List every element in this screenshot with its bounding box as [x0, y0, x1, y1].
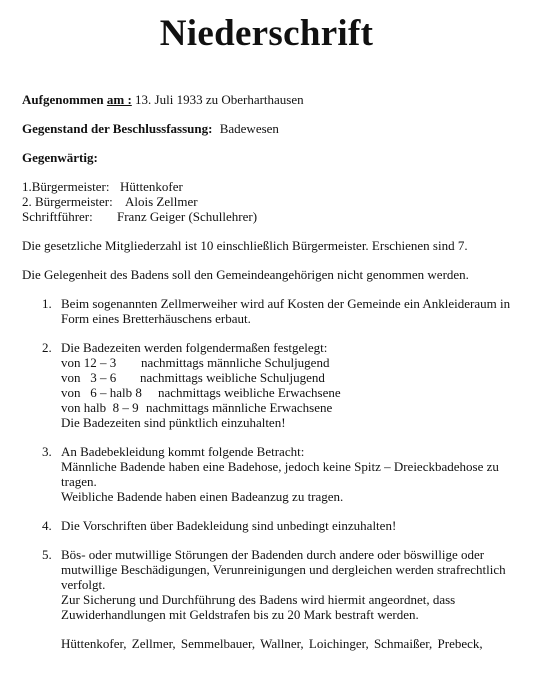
list-item-text: Weibliche Badende haben einen Badeanzug zu tragen. — [61, 489, 344, 504]
list-item-text: Zur Sicherung und Durchführung des Badens wird hiermit angeordnet, dass — [61, 592, 456, 607]
list-item-number: 2. — [42, 340, 52, 355]
list-item-text: Form eines Bretterhäuschens erbaut. — [61, 311, 251, 326]
document-title: Niederschrift — [159, 13, 374, 54]
gegenstand-line — [22, 121, 279, 136]
schedule-time: von 6 – halb 8 — [61, 385, 142, 400]
person-role: 2. Bürgermeister: — [22, 194, 113, 209]
paragraph-members: Die gesetzliche Mitgliederzahl ist 10 einschließlich Bürgermeister. Erschienen sind 7. — [22, 238, 468, 253]
list-item-text: mutwillige Beschädigungen, Verunreinigungen und dergleichen werden strafrechtlich — [61, 562, 506, 577]
list-item-text: Die Vorschriften über Badekleidung sind unbedingt einzuhalten! — [61, 518, 397, 533]
list-item-number: 1. — [42, 296, 52, 311]
list-item-text: An Badebekleidung kommt folgende Betracht: — [61, 444, 305, 459]
person-name: Alois Zellmer — [125, 194, 198, 209]
list-item-number: 4. — [42, 518, 52, 533]
schedule-desc: nachmittags weibliche Erwachsene — [158, 385, 341, 400]
schedule-closing: Die Badezeiten sind pünktlich einzuhalten! — [61, 415, 286, 430]
aufgenommen-am: am : — [106, 92, 132, 107]
schedule-time: von halb 8 – 9 — [61, 400, 139, 415]
signatures-line: Hüttenkofer, Zellmer, Semmelbauer, Wallner, Loichinger, Schmaißer, Prebeck, — [61, 636, 483, 651]
gegenstand-value: Badewesen — [219, 121, 279, 136]
aufgenommen-label: Aufgenommen — [22, 92, 104, 107]
list-item-number: 3. — [42, 444, 52, 459]
aufgenommen-line — [22, 92, 304, 107]
aufgenommen-value: 13. Juli 1933 zu Oberharthausen — [135, 92, 304, 107]
gegenstand-label: Gegenstand der Beschlussfassung: — [22, 121, 213, 136]
schedule-time: von 3 – 6 — [61, 370, 117, 385]
schedule-time: von 12 – 3 — [61, 355, 117, 370]
list-item-text: Männliche Badende haben eine Badehose, jedoch keine Spitz – Dreieckbadehose zu — [61, 459, 499, 474]
schedule-desc: nachmittags männliche Schuljugend — [141, 355, 330, 370]
list-item-text: verfolgt. — [61, 577, 106, 592]
list-item-text: Bös- oder mutwillige Störungen der Badenden durch andere oder böswillige oder — [61, 547, 485, 562]
list-item-text: tragen. — [61, 474, 97, 489]
list-item-number: 5. — [42, 547, 52, 562]
list-item-text: Beim sogenannten Zellmerweiher wird auf Kosten der Gemeinde ein Ankleideraum in — [61, 296, 511, 311]
paragraph-bathing: Die Gelegenheit des Badens soll den Gemeindeangehörigen nicht genommen werden. — [22, 267, 469, 282]
person-role: Schriftführer: — [22, 209, 93, 224]
person-name: Franz Geiger (Schullehrer) — [117, 209, 258, 224]
schedule-desc: nachmittags männliche Erwachsene — [146, 400, 333, 415]
person-name: Hüttenkofer — [120, 179, 183, 194]
list-item-text: Die Badezeiten werden folgendermaßen festgelegt: — [61, 340, 328, 355]
person-role: 1.Bürgermeister: — [22, 179, 110, 194]
gegenwaertig-label: Gegenwärtig: — [22, 150, 98, 165]
list-item-text: Zuwiderhandlungen mit Geldstrafen bis zu 20 Mark bestraft werden. — [61, 607, 419, 622]
schedule-desc: nachmittags weibliche Schuljugend — [140, 370, 325, 385]
